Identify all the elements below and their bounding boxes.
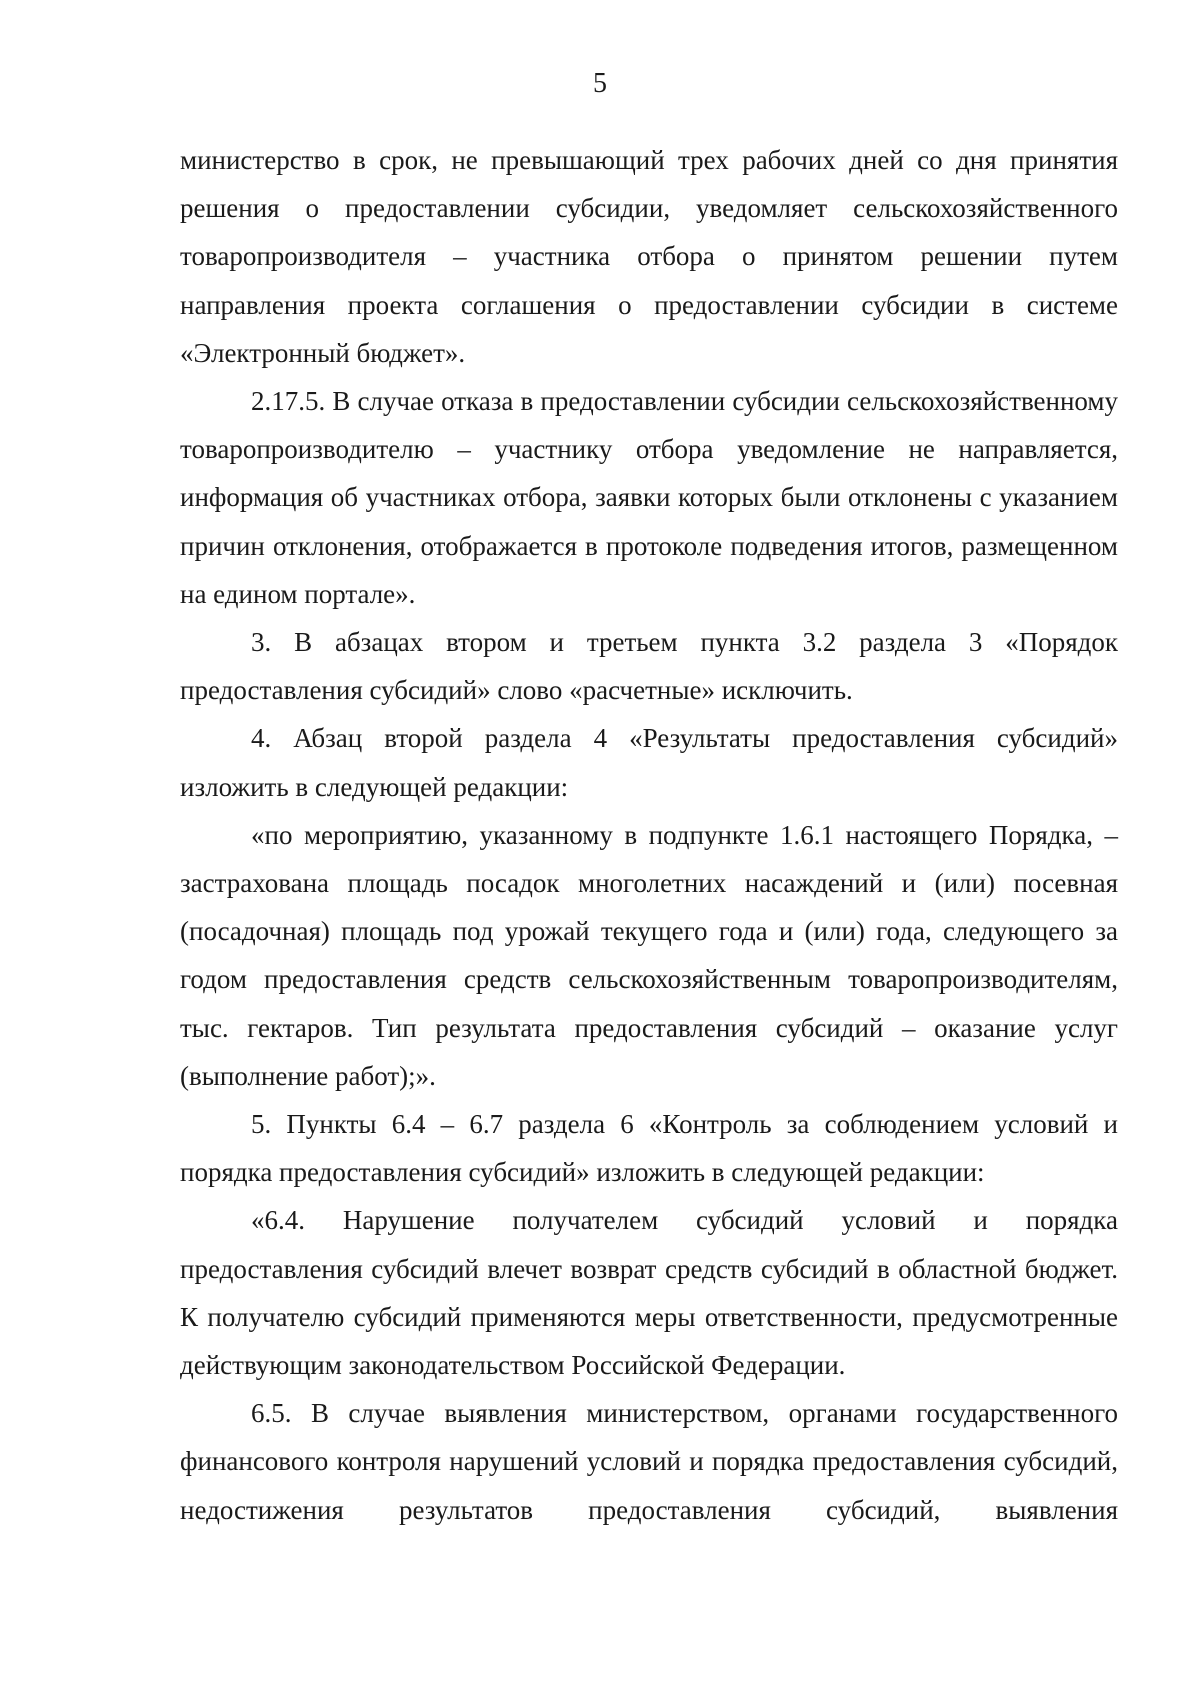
paragraph-6-4: «6.4. Нарушение получателем субсидий условий и порядка предоставления субсидий влечет возврат средств субсидий в областной бюджет. К получателю субсидий применяются меры ответственности, предусмотренные действующим законодательством Российской Федерации. xyxy=(180,1205,1118,1381)
paragraph-continuation: министерство в срок, не превышающий трех рабочих дней со дня принятия решения о предоставлении субсидии, уведомляет сельскохозяйственного товаропроизводителя – участника отбора о принятом решении путем направления проекта соглашения о предоставлении субсидии в системе «Электронный бюджет». xyxy=(180,145,1118,368)
paragraph-item-4: 4. Абзац второй раздела 4 «Результаты предоставления субсидий» изложить в следующей редакции: xyxy=(180,723,1118,802)
paragraph-2-17-5: 2.17.5. В случае отказа в предоставлении субсидии сельскохозяйственному товаропроизводителю – участнику отбора уведомление не направляется, информация об участниках отбора, заявки которых были отклонены с указанием причин отклонения, отображается в протоколе подведения итогов, размещенном на едином портале». xyxy=(180,386,1118,609)
paragraph-item-5: 5. Пункты 6.4 – 6.7 раздела 6 «Контроль за соблюдением условий и порядка предоставления субсидий» изложить в следующей редакции: xyxy=(180,1109,1118,1188)
page-number: 5 xyxy=(593,68,607,99)
paragraph-item-3: 3. В абзацах втором и третьем пункта 3.2 раздела 3 «Порядок предоставления субсидий» слово «расчетные» исключить. xyxy=(180,627,1118,706)
paragraph-6-5: 6.5. В случае выявления министерством, органами государственного финансового контроля нарушений условий и порядка предоставления субсидий, недостижения результатов предоставления субсидий, выявления xyxy=(180,1398,1118,1525)
document-body xyxy=(180,136,1118,1534)
paragraph-quote-results: «по мероприятию, указанному в подпункте 1.6.1 настоящего Порядка, – застрахована площадь посадок многолетних насаждений и (или) посевная (посадочная) площадь под урожай текущего года и (или) года, следующего за годом предоставления средств сельскохозяйственным товаропроизводителям, тыс. гектаров. Тип результата предоставления субсидий – оказание услуг (выполнение работ);». xyxy=(180,819,1118,1091)
